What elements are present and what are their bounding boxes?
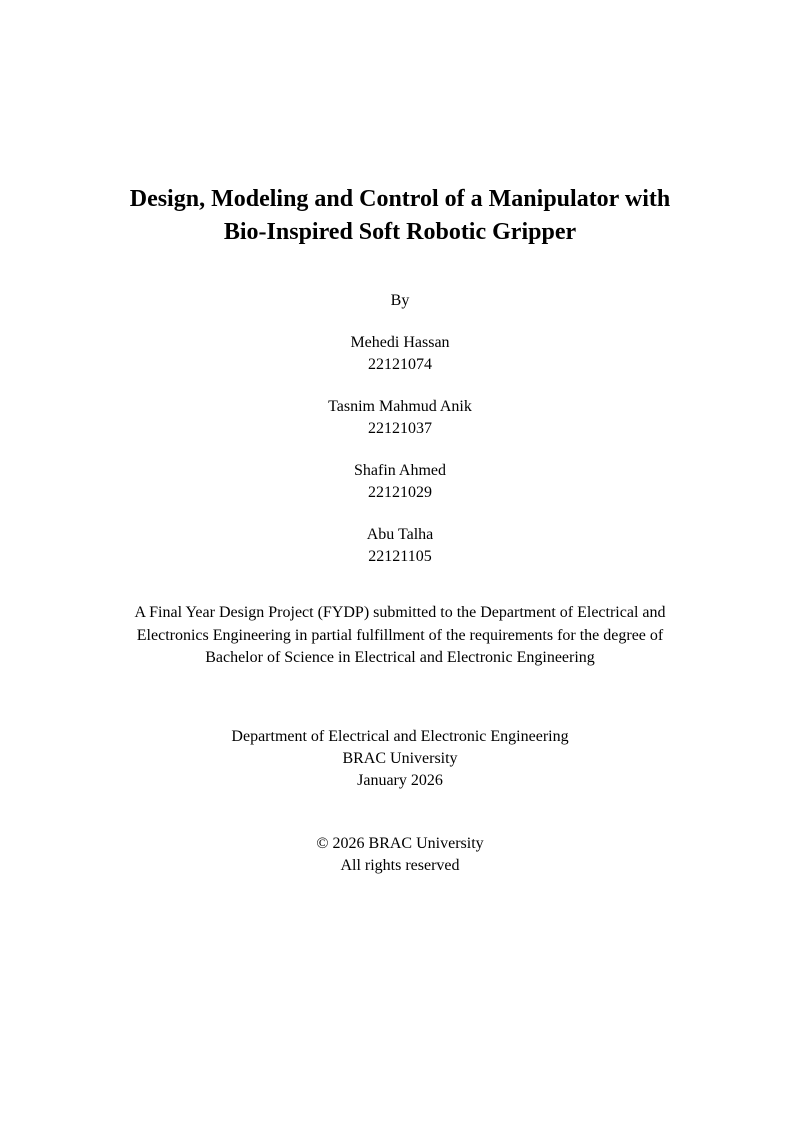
author-entry (0, 524, 800, 568)
statement-line-2: Electronics Engineering in partial fulfillment of the requirements for the degree of (136, 626, 664, 644)
author-id: 22121074 (368, 356, 432, 373)
thesis-title-line-2: Bio-Inspired Soft Robotic Gripper (223, 219, 577, 245)
copyright-block (0, 833, 800, 877)
author-name: Mehedi Hassan (350, 334, 450, 351)
institution-block (0, 726, 800, 792)
thesis-title-line-1: Design, Modeling and Control of a Manipulator with (129, 186, 671, 212)
author-entry (0, 332, 800, 376)
author-entry (0, 460, 800, 504)
author-list (0, 332, 800, 588)
author-id: 22121029 (368, 484, 432, 501)
university-name: BRAC University (342, 750, 458, 767)
submission-date: January 2026 (357, 772, 443, 789)
author-id: 22121037 (368, 420, 432, 437)
copyright-notice: © 2026 BRAC University (316, 835, 484, 852)
by-label: By (390, 292, 410, 309)
author-name: Abu Talha (366, 526, 434, 543)
statement-line-3: Bachelor of Science in Electrical and Electronic Engineering (205, 649, 595, 666)
statement-line-1: A Final Year Design Project (FYDP) submitted to the Department of Electrical and (134, 604, 666, 621)
thesis-title (0, 183, 800, 249)
author-entry (0, 396, 800, 440)
department-name: Department of Electrical and Electronic Engineering (231, 728, 569, 745)
author-name: Shafin Ahmed (354, 462, 446, 479)
submission-statement (0, 602, 800, 670)
author-name: Tasnim Mahmud Anik (328, 398, 472, 415)
author-id: 22121105 (368, 548, 432, 565)
rights-statement: All rights reserved (340, 857, 460, 874)
